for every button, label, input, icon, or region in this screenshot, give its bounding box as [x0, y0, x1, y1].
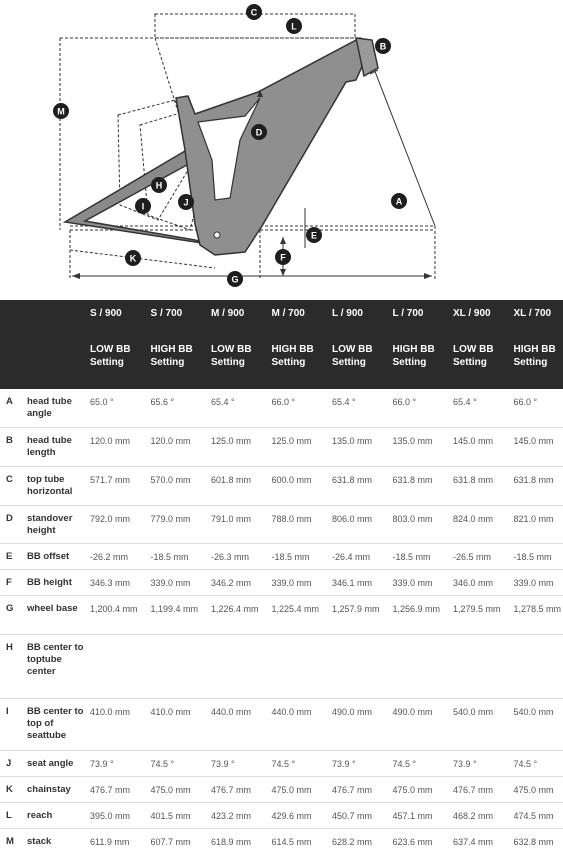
- size-header: S / 900: [90, 300, 151, 338]
- wheelbase-arrow-left: [72, 273, 80, 279]
- table-row: [0, 750, 563, 776]
- marker-label: J: [183, 197, 189, 208]
- row-value: [332, 634, 393, 698]
- header-empty: [27, 338, 90, 389]
- row-value: 339.0 mm: [514, 569, 563, 595]
- setting-header-row: [0, 338, 563, 389]
- marker-label: A: [395, 196, 403, 207]
- row-value: 821.0 mm: [514, 505, 563, 543]
- bb-height-arrow-bottom: [280, 269, 286, 276]
- chainstay-line: [70, 250, 215, 268]
- frame-geometry-svg: [0, 0, 563, 300]
- frame-geometry-diagram: [0, 0, 563, 300]
- marker-j: [178, 194, 194, 210]
- row-value: 66.0 °: [272, 389, 333, 427]
- row-value: 346.0 mm: [453, 569, 514, 595]
- row-value: 66.0 °: [393, 389, 454, 427]
- row-value: 440.0 mm: [211, 698, 272, 750]
- row-value: 475.0 mm: [393, 776, 454, 802]
- row-label: BB offset: [27, 543, 90, 569]
- marker-label: F: [280, 252, 286, 263]
- row-value: -18.5 mm: [272, 543, 333, 569]
- row-letter: I: [0, 698, 27, 750]
- row-value: 145.0 mm: [453, 427, 514, 466]
- table-row: [0, 802, 563, 828]
- row-value: 476.7 mm: [453, 776, 514, 802]
- row-value: 346.3 mm: [90, 569, 151, 595]
- row-value: 74.5 °: [393, 750, 454, 776]
- marker-m: [53, 103, 69, 119]
- setting-header: HIGH BB Setting: [272, 338, 333, 389]
- setting-header: HIGH BB Setting: [514, 338, 563, 389]
- row-value: 339.0 mm: [272, 569, 333, 595]
- marker-label: B: [379, 41, 387, 52]
- row-value: 135.0 mm: [332, 427, 393, 466]
- row-value: 611.9 mm: [90, 836, 130, 847]
- size-header: M / 700: [272, 300, 333, 338]
- row-label: BB center to toptube center: [27, 634, 90, 698]
- setting-header: HIGH BB Setting: [151, 338, 212, 389]
- row-value: 779.0 mm: [151, 505, 212, 543]
- row-value: 631.8 mm: [514, 466, 563, 505]
- row-value: 476.7 mm: [90, 776, 151, 802]
- marker-label: M: [57, 106, 65, 117]
- row-value: 65.4 °: [453, 389, 514, 427]
- row-value: 540.0 mm: [453, 698, 514, 750]
- row-letter: H: [0, 634, 27, 698]
- row-value: 65.4 °: [332, 389, 393, 427]
- row-value: [514, 634, 563, 698]
- marker-a: [391, 193, 407, 209]
- row-label: top tube horizontal: [27, 466, 90, 505]
- row-value: 120.0 mm: [90, 427, 151, 466]
- size-header: L / 700: [393, 300, 454, 338]
- row-value: 631.8 mm: [393, 466, 454, 505]
- wheelbase-arrow-right: [424, 273, 432, 279]
- row-value: 1,200.4 mm: [90, 595, 151, 634]
- row-value: -18.5 mm: [151, 543, 212, 569]
- row-value: 410.0 mm: [151, 698, 212, 750]
- row-value: 440.0 mm: [272, 698, 333, 750]
- row-value: 540.0 mm: [514, 698, 563, 750]
- row-value: -26.2 mm: [90, 543, 151, 569]
- row-letter: B: [0, 427, 27, 466]
- row-value: 125.0 mm: [272, 427, 333, 466]
- row-value: 429.6 mm: [272, 802, 333, 828]
- table-row: [0, 505, 563, 543]
- table-row: [0, 427, 563, 466]
- row-value: 474.5 mm: [514, 802, 563, 828]
- setting-header: HIGH BB Setting: [393, 338, 454, 389]
- size-header: M / 900: [211, 300, 272, 338]
- row-value: -18.5 mm: [514, 543, 563, 569]
- row-value: 788.0 mm: [272, 505, 333, 543]
- table-row: [0, 543, 563, 569]
- table-row: [0, 776, 563, 802]
- row-letter: A: [0, 389, 27, 427]
- row-letter: K: [0, 776, 27, 802]
- row-label: reach: [27, 802, 90, 828]
- row-value: 792.0 mm: [90, 505, 151, 543]
- row-value: [90, 634, 151, 698]
- row-value: 570.0 mm: [151, 466, 212, 505]
- marker-c: [246, 4, 262, 20]
- row-value: 1,256.9 mm: [393, 595, 454, 634]
- row-label: BB height: [27, 569, 90, 595]
- row-letter: M: [6, 835, 14, 847]
- row-value: 600.0 mm: [272, 466, 333, 505]
- row-value: 65.4 °: [211, 389, 272, 427]
- row-letter: F: [0, 569, 27, 595]
- row-letter: E: [0, 543, 27, 569]
- row-value: 791.0 mm: [211, 505, 272, 543]
- row-value: 423.2 mm: [211, 802, 272, 828]
- row-value: 339.0 mm: [393, 569, 454, 595]
- row-value: 346.2 mm: [211, 569, 272, 595]
- row-value: 806.0 mm: [332, 505, 393, 543]
- row-value: 490.0 mm: [393, 698, 454, 750]
- table-row: [0, 389, 563, 427]
- bike-frame: [65, 38, 378, 255]
- marker-label: G: [231, 274, 239, 285]
- row-value: 476.7 mm: [211, 776, 272, 802]
- marker-label: C: [250, 7, 258, 18]
- row-value: [453, 634, 514, 698]
- row-value: [211, 634, 272, 698]
- marker-f: [275, 249, 291, 265]
- row-value: 125.0 mm: [211, 427, 272, 466]
- row-value: 339.0 mm: [151, 569, 212, 595]
- marker-label: H: [155, 180, 163, 191]
- row-label: head tube angle: [27, 389, 90, 427]
- row-label: head tube length: [27, 427, 90, 466]
- row-value: 632.8 mm: [513, 836, 554, 847]
- row-value: -26.4 mm: [332, 543, 393, 569]
- row-value: 401.5 mm: [151, 802, 212, 828]
- row-value: 410.0 mm: [90, 698, 151, 750]
- marker-label: L: [291, 21, 297, 32]
- setting-header: LOW BB Setting: [332, 338, 393, 389]
- row-value: 476.7 mm: [332, 776, 393, 802]
- row-letter: G: [0, 595, 27, 634]
- row-value: 450.7 mm: [332, 802, 393, 828]
- row-value: 631.8 mm: [332, 466, 393, 505]
- row-value: 65.0 °: [90, 389, 151, 427]
- row-label: standover height: [27, 505, 90, 543]
- size-header-row: [0, 300, 563, 338]
- row-value: 618.9 mm: [211, 836, 252, 847]
- row-value: -26.3 mm: [211, 543, 272, 569]
- row-value: 475.0 mm: [151, 776, 212, 802]
- header-empty: [27, 300, 90, 338]
- row-value: 631.8 mm: [453, 466, 514, 505]
- row-value: [393, 634, 454, 698]
- table-row: [0, 466, 563, 505]
- table-row: [0, 828, 563, 854]
- marker-h: [151, 177, 167, 193]
- row-value: 135.0 mm: [393, 427, 454, 466]
- row-value: 468.2 mm: [453, 802, 514, 828]
- row-value: 1,279.5 mm: [453, 595, 514, 634]
- marker-k: [125, 250, 141, 266]
- row-letter: D: [0, 505, 27, 543]
- row-label: wheel base: [27, 595, 90, 634]
- marker-b: [375, 38, 391, 54]
- row-value: 346.1 mm: [332, 569, 393, 595]
- bb-height-arrow-top: [280, 237, 286, 244]
- row-value: 73.9 °: [90, 750, 151, 776]
- geometry-table: [0, 300, 563, 854]
- row-value: -18.5 mm: [393, 543, 454, 569]
- size-header: L / 900: [332, 300, 393, 338]
- row-value: 74.5 °: [514, 750, 563, 776]
- table-row: [0, 698, 563, 750]
- marker-g: [227, 271, 243, 287]
- row-value: 628.2 mm: [332, 836, 373, 847]
- row-label: seat angle: [27, 750, 90, 776]
- row-value: 74.5 °: [272, 750, 333, 776]
- setting-header: LOW BB Setting: [211, 338, 272, 389]
- row-value: 490.0 mm: [332, 698, 393, 750]
- table-row: [0, 634, 563, 698]
- size-header: S / 700: [151, 300, 212, 338]
- row-letter: C: [0, 466, 27, 505]
- row-value: 1,226.4 mm: [211, 595, 272, 634]
- main-frame: [176, 38, 372, 255]
- row-value: 74.5 °: [151, 750, 212, 776]
- row-value: 601.8 mm: [211, 466, 272, 505]
- row-value: 73.9 °: [211, 750, 272, 776]
- row-value: 637.4 mm: [453, 836, 494, 847]
- row-value: 475.0 mm: [272, 776, 333, 802]
- row-value: 395.0 mm: [90, 802, 151, 828]
- table-row: [0, 595, 563, 634]
- row-value: 65.6 °: [151, 389, 212, 427]
- row-value: 1,278.5 mm: [514, 595, 563, 634]
- row-letter: L: [0, 802, 27, 828]
- geometry-table-body: [0, 389, 563, 854]
- row-value: 803.0 mm: [393, 505, 454, 543]
- row-value: 475.0 mm: [514, 776, 563, 802]
- row-value: 607.7 mm: [150, 836, 191, 847]
- row-value: 1,199.4 mm: [151, 595, 212, 634]
- setting-header: LOW BB Setting: [90, 338, 151, 389]
- size-header: XL / 900: [453, 300, 514, 338]
- row-value: 571.7 mm: [90, 466, 151, 505]
- bottom-bracket: [214, 232, 220, 238]
- row-value: -26.5 mm: [453, 543, 514, 569]
- row-letter: J: [0, 750, 27, 776]
- marker-label: E: [310, 230, 318, 241]
- row-label: BB center to top of seattube: [27, 698, 90, 750]
- marker-label: D: [255, 127, 263, 138]
- row-value: 73.9 °: [332, 750, 393, 776]
- setting-header: LOW BB Setting: [453, 338, 514, 389]
- marker-d: [251, 124, 267, 140]
- marker-label: K: [129, 253, 137, 264]
- row-value: 1,257.9 mm: [332, 595, 393, 634]
- row-value: 1,225.4 mm: [272, 595, 333, 634]
- marker-i: [135, 198, 151, 214]
- row-value: 145.0 mm: [514, 427, 563, 466]
- row-value: 73.9 °: [453, 750, 514, 776]
- row-value: 614.5 mm: [271, 836, 312, 847]
- row-value: [272, 634, 333, 698]
- row-label: stack: [27, 835, 52, 847]
- row-value: 120.0 mm: [151, 427, 212, 466]
- row-value: 623.6 mm: [392, 836, 433, 847]
- table-row: [0, 569, 563, 595]
- marker-l: [286, 18, 302, 34]
- size-header: XL / 700: [514, 300, 563, 338]
- row-value: 457.1 mm: [393, 802, 454, 828]
- header-empty: [0, 338, 27, 389]
- row-value: 824.0 mm: [453, 505, 514, 543]
- marker-label: I: [141, 201, 145, 212]
- row-value: 66.0 °: [514, 389, 563, 427]
- header-empty: [0, 300, 27, 338]
- marker-e: [306, 227, 322, 243]
- row-label: chainstay: [27, 776, 90, 802]
- row-value: [151, 634, 212, 698]
